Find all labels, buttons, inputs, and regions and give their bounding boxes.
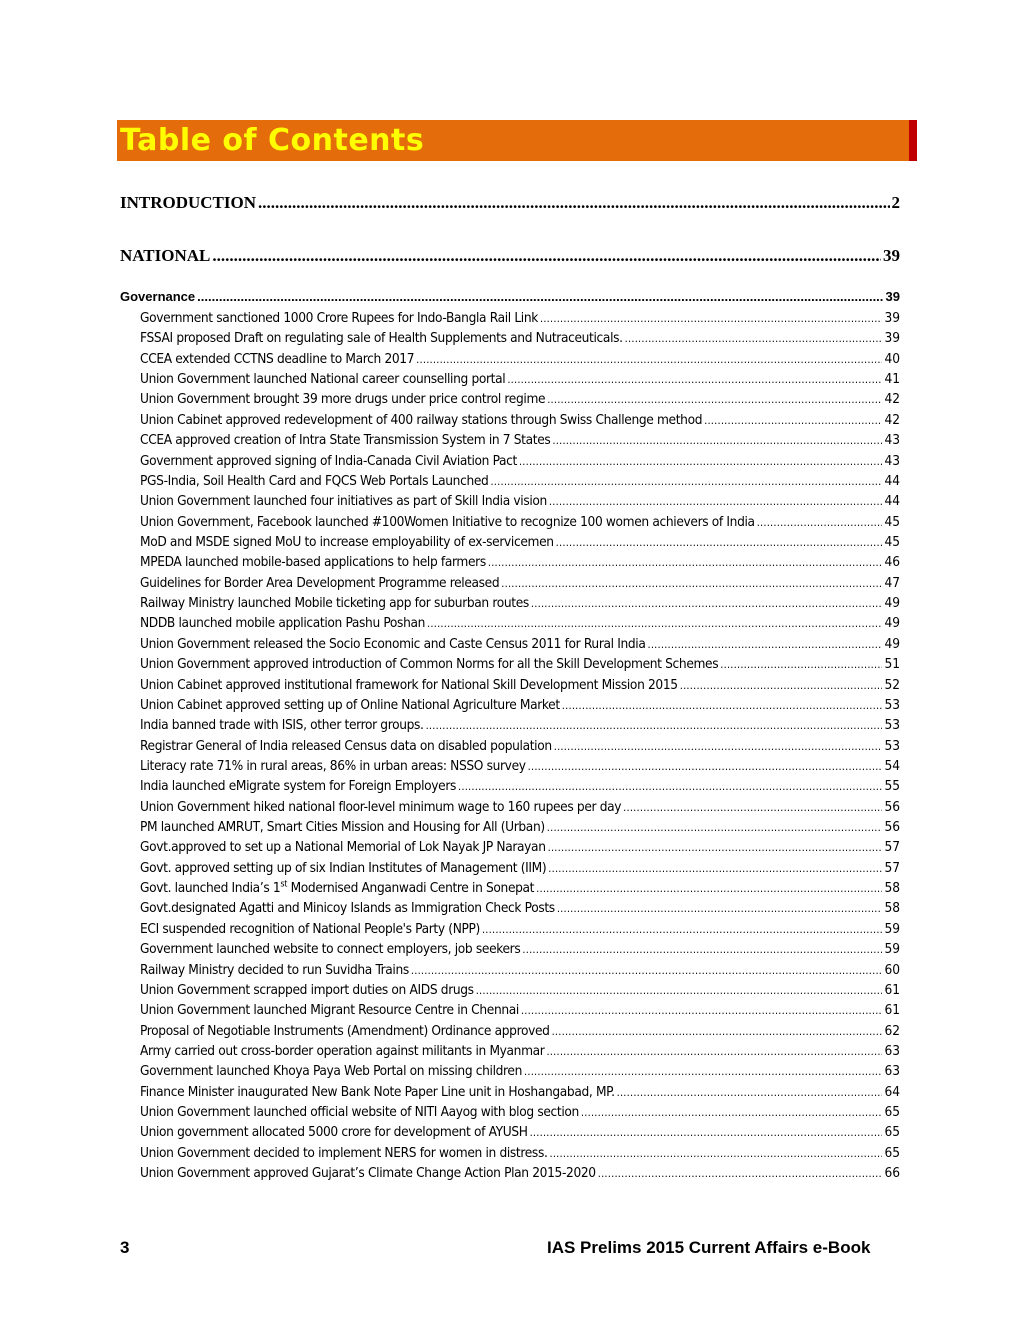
- toc-entry-label: Union Government, Facebook launched #100Women Initiative to recognize 100 women achievers of India: [140, 513, 755, 530]
- toc-leader-dots: [212, 246, 881, 266]
- toc-entry-label: NDDB launched mobile application Pashu Poshan: [140, 615, 426, 632]
- toc-page-number: 44: [884, 493, 900, 510]
- toc-entry-label: NATIONAL: [120, 246, 211, 265]
- toc-leader-dots: [490, 475, 882, 488]
- toc-entry-label: CCEA extended CCTNS deadline to March 2017: [140, 350, 415, 367]
- toc-entry[interactable]: [140, 778, 900, 794]
- toc-page-number: 39: [884, 310, 900, 326]
- toc-page-number: 45: [884, 534, 900, 550]
- toc-page-number: 49: [884, 615, 900, 632]
- toc-page-number: 65: [884, 1104, 900, 1120]
- toc-entry[interactable]: [140, 1104, 900, 1120]
- toc-entry[interactable]: [140, 697, 900, 713]
- toc-entry-label: PGS-India, Soil Health Card and FQCS Web Portals Launched: [140, 472, 489, 489]
- toc-entry[interactable]: [140, 310, 900, 326]
- toc-leader-dots: [598, 1167, 883, 1180]
- toc-entry-label: Union Government launched National career counselling portal: [140, 371, 506, 388]
- toc-entry[interactable]: [140, 412, 900, 428]
- toc-entry-label: Army carried out cross-border operation against militants in Myanmar: [140, 1043, 545, 1059]
- toc-leader-dots: [519, 455, 882, 468]
- toc-entry-label: Govt.approved to set up a National Memorial of Lok Nayak JP Narayan: [140, 839, 546, 856]
- toc-entry[interactable]: [140, 391, 900, 407]
- toc-page-number: 63: [884, 1043, 900, 1059]
- toc-page-number: 47: [884, 574, 900, 591]
- toc-leader-dots: [557, 902, 883, 915]
- toc-entry-label: [140, 880, 534, 896]
- toc-page-number: 52: [884, 676, 900, 693]
- toc-page-number: 57: [884, 839, 900, 856]
- toc-leader-dots: [757, 516, 883, 529]
- toc-page-number: 39: [885, 289, 900, 304]
- toc-entry-label: Union Government scrapped import duties on AIDS drugs: [140, 981, 474, 998]
- toc-leader-dots: [197, 289, 883, 304]
- toc-leader-dots: [458, 780, 882, 793]
- toc-entry-label: Government sanctioned 1000 Crore Rupees for Indo-Bangla Rail Link: [140, 310, 538, 326]
- toc-leader-dots: [550, 1147, 883, 1160]
- toc-entry[interactable]: [140, 636, 900, 652]
- toc-entry-label: India launched eMigrate system for Foreign Employers: [140, 778, 457, 795]
- toc-leader-dots: [548, 862, 882, 875]
- toc-leader-dots: [258, 193, 889, 213]
- toc-entry[interactable]: [140, 1023, 900, 1039]
- toc-entry[interactable]: [140, 453, 900, 469]
- toc-entry-label: ECI suspended recognition of National People's Party (NPP): [140, 920, 480, 937]
- toc-page-number: 61: [884, 981, 900, 998]
- toc-page-number: 53: [884, 696, 900, 713]
- toc-leader-dots: [581, 1106, 883, 1119]
- toc-entry[interactable]: [140, 717, 900, 733]
- toc-leader-dots: [720, 658, 882, 671]
- toc-entry-label: Union Government released the Socio Economic and Caste Census 2011 for Rural India: [140, 635, 646, 652]
- toc-leader-dots: [482, 923, 882, 936]
- toc-entry-label: Proposal of Negotiable Instruments (Amendment) Ordinance approved: [140, 1022, 550, 1039]
- toc-entry-label: Union Government approved Gujarat’s Climate Change Action Plan 2015-2020: [140, 1165, 596, 1182]
- toc-entry-label: Union Government brought 39 more drugs under price control regime: [140, 391, 546, 408]
- toc-page-number: 59: [884, 941, 900, 958]
- toc-entry-label: MPEDA launched mobile-based applications to help farmers: [140, 554, 486, 571]
- toc-entry[interactable]: [140, 554, 900, 570]
- toc-page-number: 64: [884, 1083, 900, 1100]
- toc-entry[interactable]: [140, 432, 900, 448]
- toc-leader-dots: [562, 699, 883, 712]
- ordinal-superscript: st: [280, 879, 288, 890]
- toc-page-number: 49: [884, 635, 900, 652]
- toc-leader-dots: [476, 984, 883, 997]
- toc-entry[interactable]: [140, 514, 900, 530]
- toc-page-number: 59: [884, 920, 900, 937]
- toc-page-number: 41: [884, 371, 900, 388]
- toc-entry[interactable]: [140, 330, 900, 346]
- toc-entry-label: Guidelines for Border Area Development Programme released: [140, 574, 500, 591]
- toc-page-number: 44: [884, 472, 900, 489]
- toc-entry[interactable]: [140, 493, 900, 509]
- toc-page-number: 51: [884, 656, 900, 673]
- toc-leader-dots: [623, 801, 882, 814]
- toc-entry[interactable]: [140, 962, 900, 978]
- toc-leader-dots: [547, 393, 882, 406]
- toc-entry-label: Governance: [120, 289, 196, 304]
- toc-entry[interactable]: [140, 1002, 900, 1018]
- toc-page-number: 65: [884, 1124, 900, 1141]
- toc-leader-dots: [426, 719, 883, 732]
- toc-entry-label: Govt.designated Agatti and Minicoy Islands as Immigration Check Posts: [140, 900, 555, 917]
- toc-leader-dots: [556, 536, 883, 549]
- toc-entry-label: PM launched AMRUT, Smart Cities Mission and Housing for All (Urban): [140, 819, 545, 835]
- toc-entry[interactable]: [140, 575, 900, 591]
- toc-entry-label: Union Government launched Migrant Resource Centre in Chennai: [140, 1002, 519, 1019]
- toc-entry[interactable]: [140, 656, 900, 672]
- toc-entry[interactable]: [140, 1063, 900, 1079]
- toc-leader-dots: [552, 434, 882, 447]
- toc-leader-dots: [548, 841, 883, 854]
- toc-entry-governance[interactable]: [120, 289, 900, 304]
- toc-entry[interactable]: [140, 615, 900, 631]
- toc-leader-dots: [427, 617, 882, 630]
- toc-header-banner: [117, 120, 917, 161]
- toc-page-number: 42: [884, 391, 900, 408]
- toc-leader-dots: [680, 679, 883, 692]
- toc-leader-dots: [625, 332, 883, 345]
- toc-entry-label-part: Govt. launched India’s 1: [140, 880, 281, 897]
- toc-page-number: 65: [884, 1144, 900, 1161]
- toc-entry-label: Literacy rate 71% in rural areas, 86% in urban areas: NSSO survey: [140, 757, 526, 774]
- toc-entry-label: MoD and MSDE signed MoU to increase employability of ex-servicemen: [140, 534, 554, 550]
- toc-leader-dots: [547, 821, 883, 834]
- toc-entry[interactable]: [140, 799, 900, 815]
- toc-entry[interactable]: [140, 921, 900, 937]
- toc-leader-dots: [501, 577, 882, 590]
- toc-entry[interactable]: [140, 371, 900, 387]
- toc-leader-dots: [528, 760, 883, 773]
- toc-leader-dots: [530, 1126, 883, 1139]
- toc-entry-label: India banned trade with ISIS, other terror groups.: [140, 717, 424, 734]
- toc-page-number: 58: [884, 900, 900, 917]
- toc-page-number: 61: [884, 1002, 900, 1019]
- toc-entry[interactable]: [140, 1165, 900, 1181]
- toc-page-number: 39: [883, 246, 900, 265]
- toc-entry[interactable]: [140, 758, 900, 774]
- toc-leader-dots: [549, 495, 883, 508]
- toc-entry-label: Union government allocated 5000 crore for development of AYUSH: [140, 1124, 528, 1141]
- toc-entry[interactable]: [140, 1043, 900, 1059]
- toc-page-number: 40: [884, 350, 900, 367]
- toc-entry-label: Union Government approved introduction of Common Norms for all the Skill Development Schemes: [140, 656, 719, 673]
- toc-entry-national[interactable]: [120, 246, 900, 266]
- toc-leader-dots: [536, 882, 882, 895]
- toc-entry[interactable]: [140, 860, 900, 876]
- toc-page-number: 56: [884, 798, 900, 815]
- toc-leader-dots: [507, 373, 882, 386]
- toc-page-number: 49: [884, 595, 900, 611]
- toc-entry[interactable]: [140, 1145, 900, 1161]
- page-title: Table of Contents: [120, 123, 425, 158]
- toc-entry-label: CCEA approved creation of Intra State Transmission System in 7 States: [140, 432, 551, 449]
- toc-entry[interactable]: [140, 982, 900, 998]
- toc-entry[interactable]: [140, 595, 900, 611]
- toc-entry[interactable]: [140, 880, 900, 896]
- footer-book-title: IAS Prelims 2015 Current Affairs e-Book: [547, 1238, 871, 1257]
- toc-leader-dots: [531, 597, 883, 610]
- toc-page-number: 63: [884, 1063, 900, 1080]
- toc-leader-dots: [648, 638, 883, 651]
- toc-leader-dots: [552, 1025, 883, 1038]
- toc-entry-introduction[interactable]: [120, 193, 900, 213]
- toc-leader-dots: [488, 556, 883, 569]
- toc-entry-label: Railway Ministry decided to run Suvidha Trains: [140, 961, 409, 978]
- toc-entry[interactable]: [140, 941, 900, 957]
- toc-entry[interactable]: [140, 819, 900, 835]
- toc-entry-label: Registrar General of India released Census data on disabled population: [140, 737, 552, 754]
- toc-entry[interactable]: [140, 351, 900, 367]
- toc-entry-label: Union Government decided to implement NERS for women in distress.: [140, 1144, 548, 1161]
- toc-page-number: 54: [884, 757, 900, 774]
- toc-entry-label: Finance Minister inaugurated New Bank Note Paper Line unit in Hoshangabad, MP.: [140, 1083, 615, 1100]
- toc-page-number: 58: [884, 880, 900, 897]
- toc-entry[interactable]: [140, 677, 900, 693]
- toc-entry-label: Union Cabinet approved setting up of Online National Agriculture Market: [140, 696, 560, 713]
- toc-entry[interactable]: [140, 839, 900, 855]
- toc-page-number: 66: [884, 1165, 900, 1182]
- toc-entry-label: Union Government launched four initiatives as part of Skill India vision: [140, 493, 547, 510]
- toc-entry-label: Railway Ministry launched Mobile ticketing app for suburban routes: [140, 595, 529, 611]
- toc-leader-dots: [554, 740, 883, 753]
- toc-entry-label: Union Cabinet approved redevelopment of 400 railway stations through Swiss Challenge method: [140, 411, 703, 428]
- toc-entry[interactable]: [140, 1084, 900, 1100]
- toc-page-number: 62: [884, 1022, 900, 1039]
- toc-page-number: 43: [884, 452, 900, 469]
- toc-entry-label: Government launched website to connect employers, job seekers: [140, 941, 521, 958]
- toc-leader-dots: [411, 964, 883, 977]
- toc-page-number: 39: [884, 330, 900, 347]
- toc-leader-dots: [521, 1004, 882, 1017]
- toc-page-number: 46: [884, 554, 900, 571]
- toc-page-number: 42: [884, 411, 900, 428]
- toc-leader-dots: [546, 1045, 882, 1058]
- toc-page-number: 57: [884, 859, 900, 876]
- toc-entry-label: Union Government launched official website of NITI Aayog with blog section: [140, 1104, 579, 1120]
- toc-entry-label: INTRODUCTION: [120, 193, 257, 212]
- toc-entry-label-part: Modernised Anganwadi Centre in Sonepat: [287, 880, 535, 897]
- toc-entry-label: Government launched Khoya Paya Web Portal on missing children: [140, 1063, 523, 1080]
- toc-page-number: 45: [884, 513, 900, 530]
- toc-entry[interactable]: [140, 473, 900, 489]
- toc-page-number: 2: [891, 193, 900, 212]
- toc-page-number: 60: [884, 961, 900, 978]
- toc-entry-label: Union Cabinet approved institutional framework for National Skill Development Mission 2015: [140, 676, 678, 693]
- toc-page-number: 56: [884, 819, 900, 835]
- toc-entry[interactable]: [140, 900, 900, 916]
- toc-leader-dots: [704, 414, 882, 427]
- toc-leader-dots: [540, 312, 882, 325]
- toc-entry-label: Government approved signing of India-Canada Civil Aviation Pact: [140, 452, 517, 469]
- toc-entry[interactable]: [140, 534, 900, 550]
- toc-entry[interactable]: [140, 738, 900, 754]
- toc-leader-dots: [416, 353, 882, 366]
- toc-leader-dots: [524, 1065, 882, 1078]
- toc-leader-dots: [617, 1086, 883, 1099]
- footer-page-number: 3: [120, 1238, 130, 1257]
- toc-entry-label: Union Government hiked national floor-level minimum wage to 160 rupees per day: [140, 798, 622, 815]
- toc-entry-label: Govt. approved setting up of six Indian Institutes of Management (IIM): [140, 859, 547, 876]
- toc-entry[interactable]: [140, 1124, 900, 1140]
- toc-page-number: 43: [884, 432, 900, 449]
- toc-page-number: 53: [884, 717, 900, 734]
- toc-leader-dots: [522, 943, 882, 956]
- toc-entry-label: FSSAI proposed Draft on regulating sale of Health Supplements and Nutraceuticals.: [140, 330, 623, 347]
- toc-page-number: 53: [884, 737, 900, 754]
- toc-page-number: 55: [884, 778, 900, 795]
